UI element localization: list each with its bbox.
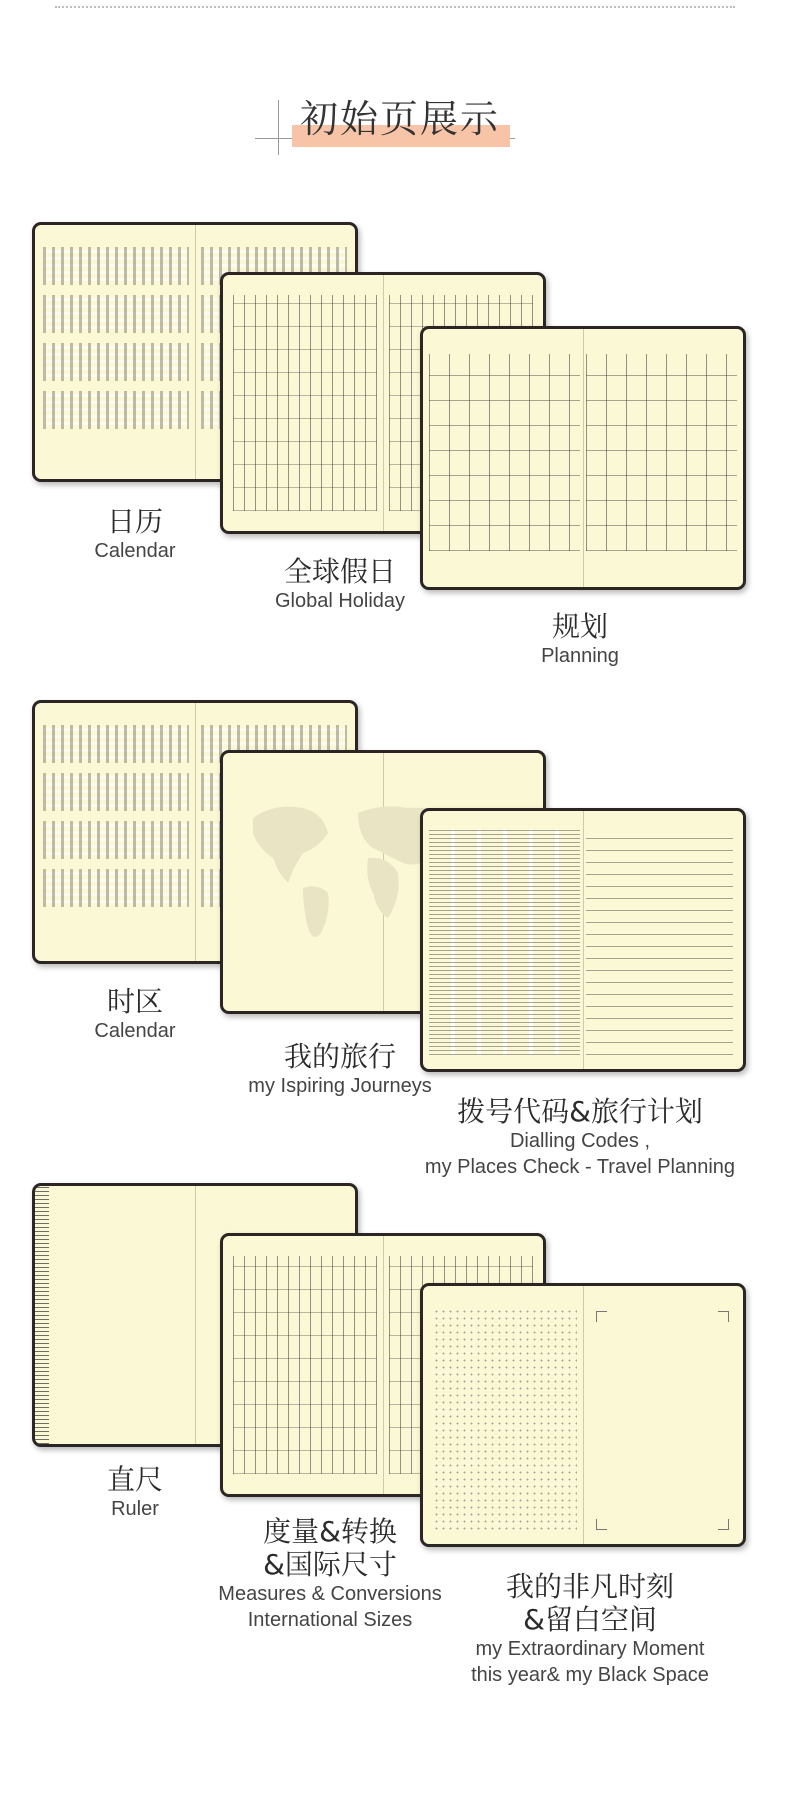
- travel-planning-lines: [586, 833, 733, 1055]
- label-en-line-1: Dialling Codes ,: [509, 1130, 651, 1152]
- label-moments: [450, 1570, 730, 1688]
- label-zh: 时区: [106, 985, 163, 1018]
- notebook-spine: [583, 811, 584, 1069]
- planning-grid-right: [586, 354, 737, 551]
- label-journeys: [215, 1040, 465, 1099]
- notebook-dialling-codes-spread: [420, 808, 746, 1072]
- label-en: Planning: [541, 645, 619, 667]
- notebook-spine: [583, 329, 584, 587]
- label-global-holiday: [240, 555, 440, 614]
- timezone-months-left: [43, 725, 189, 953]
- label-zh: 全球假日: [283, 555, 396, 588]
- section-title: 初始页展示: [299, 97, 500, 141]
- label-zh: 直尺: [106, 1463, 163, 1496]
- label-zh-line-2: &留白空间: [523, 1603, 657, 1636]
- notebook-spine: [583, 1286, 584, 1544]
- dotted-blank-page: [433, 1308, 577, 1534]
- label-zh: 日历: [106, 505, 163, 538]
- label-zh: 拨号代码&旅行计划: [457, 1095, 703, 1128]
- planning-grid-left: [429, 354, 580, 551]
- label-en: my Ispiring Journeys: [248, 1075, 432, 1097]
- measures-table-left: [233, 1256, 377, 1474]
- label-en: Ruler: [111, 1498, 159, 1520]
- label-calendar: [70, 505, 200, 564]
- label-en-line-2: International Sizes: [247, 1609, 413, 1631]
- calendar-months-left: [43, 247, 189, 471]
- label-zh: 规划: [551, 610, 608, 643]
- label-zh: 我的旅行: [283, 1040, 396, 1073]
- photo-frame-corners: [596, 1311, 729, 1530]
- label-en: Calendar: [94, 1020, 176, 1042]
- label-en-line-2: my Places Check - Travel Planning: [424, 1156, 736, 1178]
- notebook-spine: [383, 275, 384, 531]
- label-en-line-1: Measures & Conversions: [218, 1583, 442, 1605]
- label-timezone: [70, 985, 200, 1044]
- header-decor-vertical-line: [278, 100, 279, 155]
- notebook-planning-spread: [420, 326, 746, 590]
- label-dialling-codes: [400, 1095, 760, 1180]
- dialling-codes-list: [429, 829, 580, 1055]
- notebook-spine: [383, 1236, 384, 1494]
- notebook-spine: [195, 1186, 196, 1444]
- notebook-spine: [195, 703, 196, 961]
- notebook-spine: [195, 225, 196, 479]
- top-dotted-divider: [55, 6, 735, 8]
- label-en: Calendar: [94, 540, 176, 562]
- label-en-line-2: this year& my Black Space: [471, 1664, 709, 1686]
- notebook-moments-spread: [420, 1283, 746, 1547]
- holiday-table-left: [233, 295, 377, 511]
- label-zh-line-1: 度量&转换: [263, 1515, 397, 1548]
- label-zh-line-1: 我的非凡时刻: [505, 1570, 674, 1603]
- label-ruler: [70, 1463, 200, 1522]
- label-planning: [520, 610, 640, 669]
- label-measures: [200, 1515, 460, 1633]
- label-en: Global Holiday: [274, 590, 406, 612]
- label-zh-line-2: &国际尺寸: [263, 1548, 397, 1581]
- ruler-scale: [35, 1186, 49, 1444]
- label-en-line-1: my Extraordinary Moment: [475, 1638, 705, 1660]
